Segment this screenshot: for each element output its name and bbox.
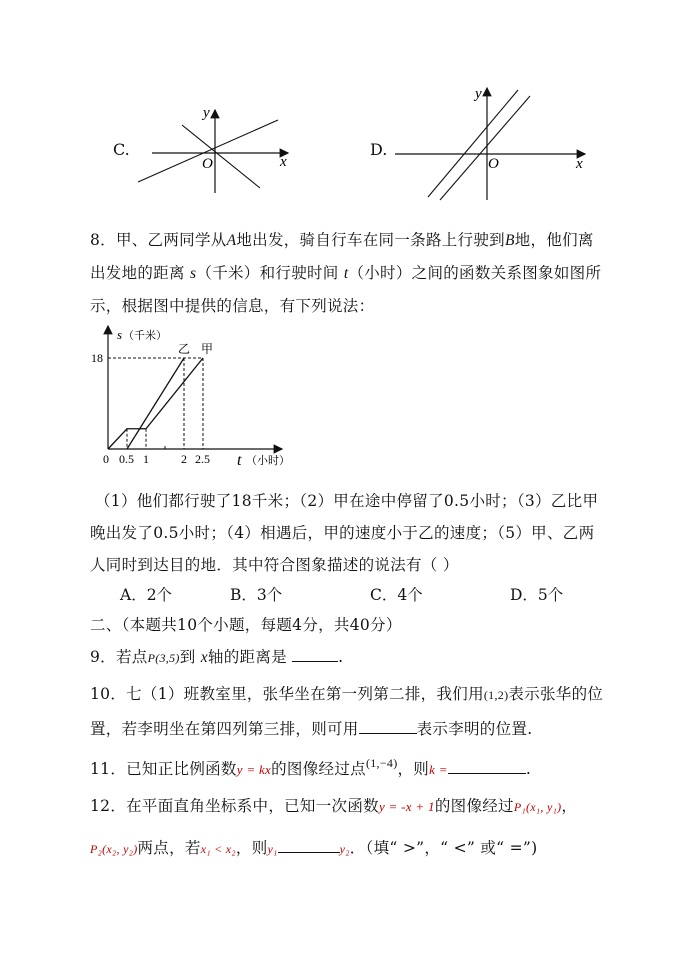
chart-series-label-yi: 乙 bbox=[178, 342, 191, 356]
option-c-graph bbox=[130, 100, 300, 195]
chart-x-var: t bbox=[237, 452, 242, 469]
q8-line-1: 8．甲、乙两同学从A地出发，骑自行车在同一条路上行驶到B地，他们离 bbox=[90, 231, 594, 249]
chart-y-var: s bbox=[117, 327, 123, 342]
option-c-y-label: y bbox=[203, 105, 210, 121]
chart-x-tick-0.5: 0.5 bbox=[119, 452, 134, 466]
q12-line-2: P₂(x₂, y₂)两点，若x₁ < x₂，则y₁ y₂．（填“ >”，“ <” 或“ =”) bbox=[90, 839, 538, 857]
q11: 11．已知正比例函数y = kx的图像经过点$^{(1,-4)}$，则k = . bbox=[90, 756, 532, 778]
chart-x-tick-1: 1 bbox=[143, 452, 149, 466]
option-c-x-label: x bbox=[280, 154, 287, 170]
option-c-line-1 bbox=[138, 120, 278, 182]
chart-x-tick-2.5: 2.5 bbox=[195, 452, 210, 466]
option-a[interactable]: A．2个 bbox=[120, 586, 173, 604]
q12-answer-blank[interactable] bbox=[278, 838, 340, 853]
option-c-origin-label: O bbox=[202, 156, 213, 172]
option-c-line-2 bbox=[182, 125, 260, 188]
q8-line-3: 示，根据图中提供的信息，有下列说法： bbox=[90, 297, 375, 315]
option-c-label: C. bbox=[113, 140, 130, 159]
option-d[interactable]: D．5个 bbox=[510, 586, 564, 604]
q10-line-2: 置，若李明坐在第四列第三排，则可用 表示李明的位置. bbox=[90, 720, 533, 738]
q9: 9．若点P(3,5)到 x轴的距离是 . bbox=[90, 648, 344, 666]
option-d-x-label: x bbox=[576, 156, 583, 172]
option-d-label: D. bbox=[370, 140, 388, 159]
q8-distance-time-chart bbox=[90, 322, 300, 472]
chart-series-label-jia: 甲 bbox=[201, 342, 214, 356]
option-c[interactable]: C．4个 bbox=[370, 586, 423, 604]
option-d-graph bbox=[390, 82, 590, 202]
q9-answer-blank[interactable] bbox=[292, 647, 338, 662]
option-b[interactable]: B．3个 bbox=[230, 586, 283, 604]
option-d-line-1 bbox=[428, 90, 518, 197]
chart-y-unit: （千米） bbox=[123, 330, 167, 342]
q8-line-2: 出发地的距离 s（千米）和行驶时间 t（小时）之间的函数关系图象如图所 bbox=[90, 264, 602, 282]
option-d-origin-label: O bbox=[488, 156, 499, 172]
chart-series-line-yi bbox=[127, 358, 184, 449]
q10-answer-blank[interactable] bbox=[359, 719, 417, 734]
q10-line-1: 10．七（1）班教室里，张华坐在第一列第二排，我们用(1,2)表示张华的位 bbox=[90, 685, 604, 703]
q8-statement-1: （1）他们都行驶了18千米；（2）甲在途中停留了0.5小时；（3）乙比甲 bbox=[95, 492, 599, 510]
q8-statement-3: 人同时到达目的地．其中符合图象描述的说法有（ ） bbox=[90, 556, 459, 574]
q8-statement-2: 晚出发了0.5小时；（4）相遇后，甲的速度小于乙的速度；（5）甲、乙两 bbox=[90, 524, 595, 542]
option-d-y-label: y bbox=[475, 86, 482, 102]
chart-y-tick-18: 18 bbox=[91, 351, 103, 365]
q11-answer-blank[interactable] bbox=[448, 759, 526, 774]
section-2-heading: 二、（本题共10个小题，每题4分，共40分） bbox=[90, 616, 402, 634]
option-d-line-2 bbox=[440, 96, 530, 200]
chart-origin: 0 bbox=[103, 452, 109, 466]
q12-line-1: 12．在平面直角坐标系中，已知一次函数y = -x + 1的图像经过P₁(x₁, y₁)， bbox=[90, 797, 578, 815]
chart-x-unit: （小时） bbox=[246, 455, 290, 467]
chart-x-tick-2: 2 bbox=[181, 452, 187, 466]
